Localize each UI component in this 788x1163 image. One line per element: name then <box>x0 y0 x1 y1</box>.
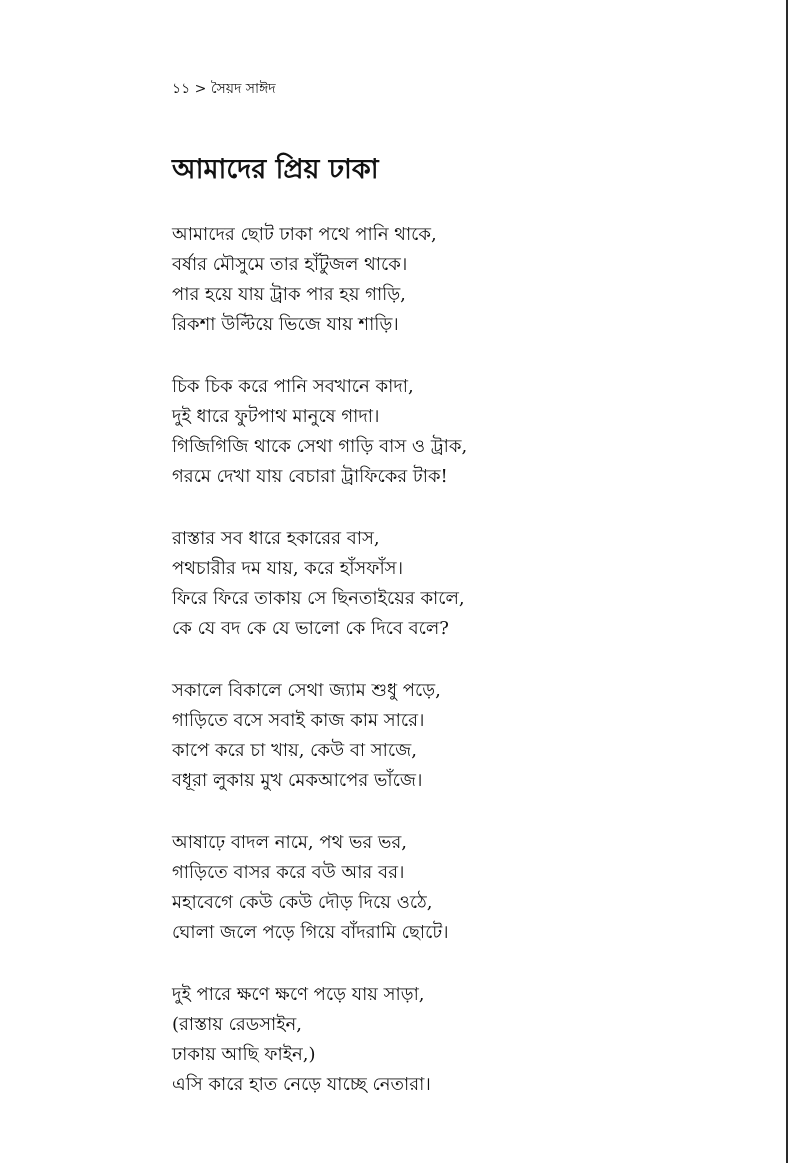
poem-line: (রাস্তায় রেডসাইন, <box>172 1014 303 1035</box>
poem-line: সকালে বিকালে সেথা জ্যাম শুধু পড়ে, <box>172 680 441 701</box>
stanza <box>172 980 692 1100</box>
poem-line: কে যে বদ কে যে ভালো কে দিবে বলে? <box>172 618 449 639</box>
poem-line: রিকশা উল্টিয়ে ভিজে যায় শাড়ি। <box>172 314 399 335</box>
running-header <box>172 80 276 98</box>
poem-line: বর্ষার মৌসুমে তার হাঁটুজল থাকে। <box>172 254 408 275</box>
poem-line: ঘোলা জলে পড়ে গিয়ে বাঁদরামি ছোটে। <box>172 922 449 943</box>
poem-title: আমাদের প্রিয় ঢাকা <box>172 154 379 185</box>
poem-line: চিক চিক করে পানি সবখানে কাদা, <box>172 376 414 397</box>
poem-line: গিজিগিজি থাকে সেথা গাড়ি বাস ও ট্রাক, <box>172 436 468 457</box>
poem-line: ঢাকায় আছি ফাইন,) <box>172 1044 316 1065</box>
poem-line: পথচারীর দম যায়, করে হাঁসফাঁস। <box>172 558 404 579</box>
poem-line: এসি কারে হাত নেড়ে যাচ্ছে নেতারা। <box>172 1074 431 1095</box>
poem-line: কাপে করে চা খায়, কেউ বা সাজে, <box>172 740 417 761</box>
author-name: সৈয়দ সাঈদ <box>210 81 276 97</box>
page-number: ১১ <box>172 81 191 97</box>
poem-line: আমাদের ছোট ঢাকা পথে পানি থাকে, <box>172 224 437 245</box>
stanza <box>172 220 692 340</box>
header-separator: > <box>194 81 207 97</box>
poem-line: দুই ধারে ফুটপাথ মানুষে গাদা। <box>172 406 380 427</box>
poem-line: রাস্তার সব ধারে হকারের বাস, <box>172 528 380 549</box>
poem-line: মহাবেগে কেউ কেউ দৌড় দিয়ে ওঠে, <box>172 892 433 913</box>
stanza <box>172 524 692 644</box>
poem-line: ফিরে ফিরে তাকায় সে ছিনতাইয়ের কালে, <box>172 588 465 609</box>
stanza <box>172 828 692 948</box>
poem-line: পার হয়ে যায় ট্রাক পার হয় গাড়ি, <box>172 284 406 305</box>
poem-line: আষাঢ়ে বাদল নামে, পথ ভর ভর, <box>172 832 408 853</box>
poem-body <box>172 220 692 1132</box>
stanza <box>172 372 692 492</box>
poem-line: দুই পারে ক্ষণে ক্ষণে পড়ে যায় সাড়া, <box>172 984 425 1005</box>
stanza <box>172 676 692 796</box>
poem-line: বধূরা লুকায় মুখ মেকআপের ভাঁজে। <box>172 770 423 791</box>
poem-line: গরমে দেখা যায় বেচারা ট্রাফিকের টাক! <box>172 466 448 487</box>
poem-line: গাড়িতে বাসর করে বউ আর বর। <box>172 862 405 883</box>
poem-line: গাড়িতে বসে সবাই কাজ কাম সারে। <box>172 710 425 731</box>
